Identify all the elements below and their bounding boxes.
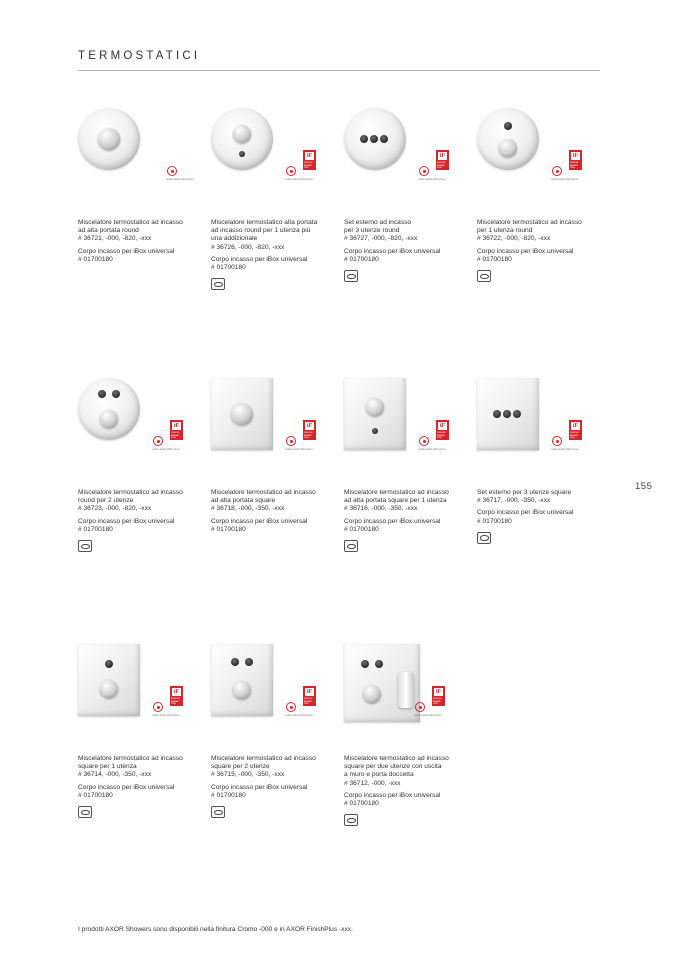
- select-button-1: [361, 660, 369, 668]
- product-code: # 36716, -000, -350, -xxx: [344, 505, 418, 513]
- select-button-1: [360, 135, 368, 143]
- product-text: [344, 489, 472, 552]
- if-award-text: DESIGN AWARD 2016: [304, 432, 313, 440]
- product-item: [211, 644, 339, 818]
- product-item: [477, 378, 605, 544]
- if-award-logo-text: iF: [435, 689, 442, 695]
- thermostat-knob: [233, 125, 251, 143]
- product-code: # 36714, -000, -350, -xxx: [78, 771, 152, 779]
- page-number: 155: [635, 481, 653, 492]
- reddot-award-logo: [166, 166, 194, 181]
- reddot-award-text: reddot award 2015 winner: [285, 178, 313, 181]
- round-thermostat-plate-image: [344, 108, 406, 170]
- select-button-2: [112, 390, 120, 398]
- reddot-award-text: reddot award 2015 winner: [551, 178, 579, 181]
- reddot-mark-icon: [415, 702, 425, 712]
- product-description: Miscelatore termostatico ad incasso square per 2 utenze: [211, 755, 316, 771]
- product-code: # 36723, -000, -820, -xxx: [78, 505, 152, 513]
- if-award-text: DESIGN AWARD 2016: [437, 432, 446, 440]
- if-design-award-logo: [170, 686, 183, 706]
- if-award-text: DESIGN AWARD 2016: [570, 432, 579, 440]
- reddot-award-text: reddot award 2015 winner: [285, 448, 313, 451]
- product-image: [344, 644, 472, 726]
- body-label: Corpo incasso per iBox universal: [78, 783, 175, 791]
- approval-mark-icon: [344, 814, 358, 826]
- product-item: [477, 108, 605, 282]
- select-button-2: [375, 660, 383, 668]
- if-award-logo-text: iF: [306, 153, 313, 159]
- square-thermostat-plate-image: [477, 378, 539, 450]
- thermostat-knob: [499, 139, 517, 157]
- product-item: [78, 644, 206, 818]
- thermostat-knob: [363, 685, 381, 703]
- product-code: # 36727, -000, -820, -xxx: [344, 235, 418, 243]
- if-award-text: DESIGN AWARD 2016: [171, 698, 180, 706]
- reddot-award-text: reddot award 2015 winner: [414, 714, 442, 717]
- if-design-award-logo: [432, 686, 445, 706]
- shower-holder-image: [398, 672, 414, 708]
- square-thermostat-plate-image: [344, 378, 406, 450]
- product-item: [211, 378, 339, 534]
- body-code: # 01700180: [344, 255, 379, 263]
- product-item: [211, 108, 339, 290]
- select-button-3: [513, 410, 521, 418]
- if-award-text: DESIGN AWARD 2016: [171, 432, 180, 440]
- reddot-mark-icon: [286, 436, 296, 446]
- product-item: [344, 378, 472, 552]
- round-thermostat-plate-image: [477, 108, 539, 170]
- reddot-mark-icon: [286, 166, 296, 176]
- product-text: [78, 755, 206, 818]
- body-code: # 01700180: [78, 525, 113, 533]
- product-description: Miscelatore termostatico ad incasso ad alta portata square per 1 utenza: [344, 489, 449, 505]
- product-text: [477, 219, 605, 282]
- if-design-award-logo: [436, 420, 449, 440]
- round-thermostat-plate-image: [78, 378, 140, 440]
- product-code: # 36722, -000, -820, -xxx: [477, 235, 551, 243]
- thermostat-knob: [98, 128, 120, 150]
- product-description: Set esterno per 3 utenze square: [477, 489, 572, 496]
- reddot-mark-icon: [153, 436, 163, 446]
- product-description: Miscelatore termostatico ad incasso square per due utenze con uscita a muro e porta doccetta: [344, 755, 449, 779]
- select-button-2: [245, 658, 253, 666]
- reddot-mark-icon: [552, 436, 562, 446]
- square-thermostat-plate-image: [78, 644, 140, 716]
- wide-thermostat-plate-image: [344, 644, 420, 722]
- if-design-award-logo: [569, 420, 582, 440]
- product-code: # 36718, -000, -350, -xxx: [211, 505, 285, 513]
- body-code: # 01700180: [211, 791, 246, 799]
- product-item: [78, 378, 206, 552]
- select-button-3: [380, 135, 388, 143]
- body-label: Corpo incasso per iBox universal: [211, 255, 308, 263]
- select-button-2: [503, 410, 511, 418]
- if-design-award-logo: [303, 150, 316, 170]
- product-description: Set esterno ad incasso per 3 utenze round: [344, 219, 412, 235]
- reddot-mark-icon: [167, 166, 177, 176]
- product-description: Miscelatore termostatico ad incasso ad alta portata square: [211, 489, 316, 505]
- select-button: [239, 151, 245, 157]
- product-code: # 36721, -000, -820, -xxx: [78, 235, 152, 243]
- product-code: # 36715, -000, -350, -xxx: [211, 771, 285, 779]
- select-button-1: [493, 410, 501, 418]
- if-award-logo-text: iF: [306, 423, 313, 429]
- product-image: [78, 644, 206, 726]
- thermostat-knob: [366, 398, 384, 416]
- body-label: Corpo incasso per iBox universal: [344, 791, 441, 799]
- select-button: [105, 660, 113, 668]
- body-label: Corpo incasso per iBox universal: [477, 247, 574, 255]
- if-award-text: DESIGN AWARD 2016: [437, 162, 446, 170]
- reddot-award-text: reddot award 2015 winner: [152, 714, 180, 717]
- reddot-award-text: reddot award 2015 winner: [418, 448, 446, 451]
- product-text: [211, 219, 339, 290]
- select-button-1: [98, 390, 106, 398]
- product-description: Miscelatore termostatico ad incasso per 1 utenza round: [477, 219, 582, 235]
- body-code: # 01700180: [477, 517, 512, 525]
- square-thermostat-plate-image: [211, 378, 273, 450]
- product-description: Miscelatore termostatico ad incasso ad alta portata round: [78, 219, 183, 235]
- title-divider: [78, 70, 600, 71]
- if-award-text: DESIGN AWARD 2016: [304, 162, 313, 170]
- if-award-logo-text: iF: [572, 153, 579, 159]
- body-code: # 01700180: [477, 255, 512, 263]
- approval-mark-icon: [78, 806, 92, 818]
- product-text: [211, 755, 339, 818]
- reddot-mark-icon: [286, 702, 296, 712]
- product-text: [78, 489, 206, 552]
- product-image: [477, 108, 605, 190]
- body-code: # 01700180: [78, 255, 113, 263]
- product-image: [477, 378, 605, 460]
- product-item: [344, 644, 472, 826]
- thermostat-knob: [231, 403, 253, 425]
- if-award-logo-text: iF: [173, 423, 180, 429]
- product-text: [344, 755, 472, 826]
- select-button: [504, 122, 512, 130]
- approval-mark-icon: [477, 270, 491, 282]
- product-image: [344, 378, 472, 460]
- thermostat-knob: [100, 410, 118, 428]
- product-image: [78, 108, 206, 190]
- body-label: Corpo incasso per iBox universal: [477, 509, 574, 517]
- reddot-mark-icon: [419, 436, 429, 446]
- product-image: [344, 108, 472, 190]
- approval-mark-icon: [211, 806, 225, 818]
- select-button-1: [231, 658, 239, 666]
- body-code: # 01700180: [211, 525, 246, 533]
- product-code: # 36726, -000, -820, -xxx: [211, 243, 285, 251]
- reddot-award-text: reddot award 2015 winner: [551, 448, 579, 451]
- approval-mark-icon: [78, 540, 92, 552]
- if-award-logo-text: iF: [439, 423, 446, 429]
- body-label: Corpo incasso per iBox universal: [211, 783, 308, 791]
- reddot-mark-icon: [153, 702, 163, 712]
- if-award-logo-text: iF: [306, 689, 313, 695]
- if-design-award-logo: [569, 150, 582, 170]
- product-image: [211, 378, 339, 460]
- product-image: [78, 378, 206, 460]
- if-design-award-logo: [170, 420, 183, 440]
- reddot-award-text: reddot award 2015 winner: [152, 448, 180, 451]
- product-text: [78, 219, 206, 264]
- page-title: TERMOSTATICI: [78, 50, 201, 62]
- reddot-award-text: reddot award 2015 winner: [418, 178, 446, 181]
- reddot-award-text: reddot award 2015 winner: [285, 714, 313, 717]
- body-label: Corpo incasso per iBox universal: [344, 247, 441, 255]
- thermostat-knob: [233, 681, 251, 699]
- if-award-logo-text: iF: [572, 423, 579, 429]
- body-label: Corpo incasso per iBox universal: [211, 517, 308, 525]
- if-award-text: DESIGN AWARD 2016: [304, 698, 313, 706]
- approval-mark-icon: [344, 540, 358, 552]
- product-item: [78, 108, 206, 264]
- reddot-award-text: reddot award 2015 winner: [166, 178, 194, 181]
- select-button-2: [370, 135, 378, 143]
- body-label: Corpo incasso per iBox universal: [78, 517, 175, 525]
- product-description: Miscelatore termostatico alta portata ad incasso round per 1 utenza più una addizionale: [211, 219, 318, 243]
- select-button: [372, 428, 378, 434]
- reddot-mark-icon: [552, 166, 562, 176]
- if-design-award-logo: [436, 150, 449, 170]
- body-code: # 01700180: [78, 791, 113, 799]
- if-award-text: DESIGN AWARD 2016: [433, 698, 442, 706]
- if-award-logo-text: iF: [173, 689, 180, 695]
- product-text: [477, 489, 605, 544]
- footer-note: I prodotti AXOR Showers sono disponibili nella finitura Cromo -000 e in AXOR FinishPlus -xxx.: [78, 926, 353, 933]
- body-code: # 01700180: [344, 800, 379, 808]
- body-code: # 01700180: [344, 525, 379, 533]
- reddot-mark-icon: [419, 166, 429, 176]
- approval-mark-icon: [211, 278, 225, 290]
- product-code: # 36712, -000, -xxx: [344, 779, 401, 787]
- product-image: [211, 108, 339, 190]
- product-code: # 36717, -000, -350, -xxx: [477, 497, 551, 505]
- body-code: # 01700180: [211, 264, 246, 272]
- approval-mark-icon: [477, 532, 491, 544]
- product-image: [211, 644, 339, 726]
- if-design-award-logo: [303, 686, 316, 706]
- thermostat-knob: [100, 680, 118, 698]
- body-label: Corpo incasso per iBox universal: [344, 517, 441, 525]
- round-thermostat-plate-image: [78, 108, 140, 170]
- if-design-award-logo: [303, 420, 316, 440]
- body-label: Corpo incasso per iBox universal: [78, 247, 175, 255]
- product-text: [344, 219, 472, 282]
- product-text: [211, 489, 339, 534]
- product-item: [344, 108, 472, 282]
- square-thermostat-plate-image: [211, 644, 273, 716]
- product-description: Miscelatore termostatico ad incasso square per 1 utenza: [78, 755, 183, 771]
- product-description: Miscelatore termostatico ad incasso round per 2 utenze: [78, 489, 183, 505]
- approval-mark-icon: [344, 270, 358, 282]
- if-award-text: DESIGN AWARD 2016: [570, 162, 579, 170]
- round-thermostat-plate-image: [211, 108, 273, 170]
- if-award-logo-text: iF: [439, 153, 446, 159]
